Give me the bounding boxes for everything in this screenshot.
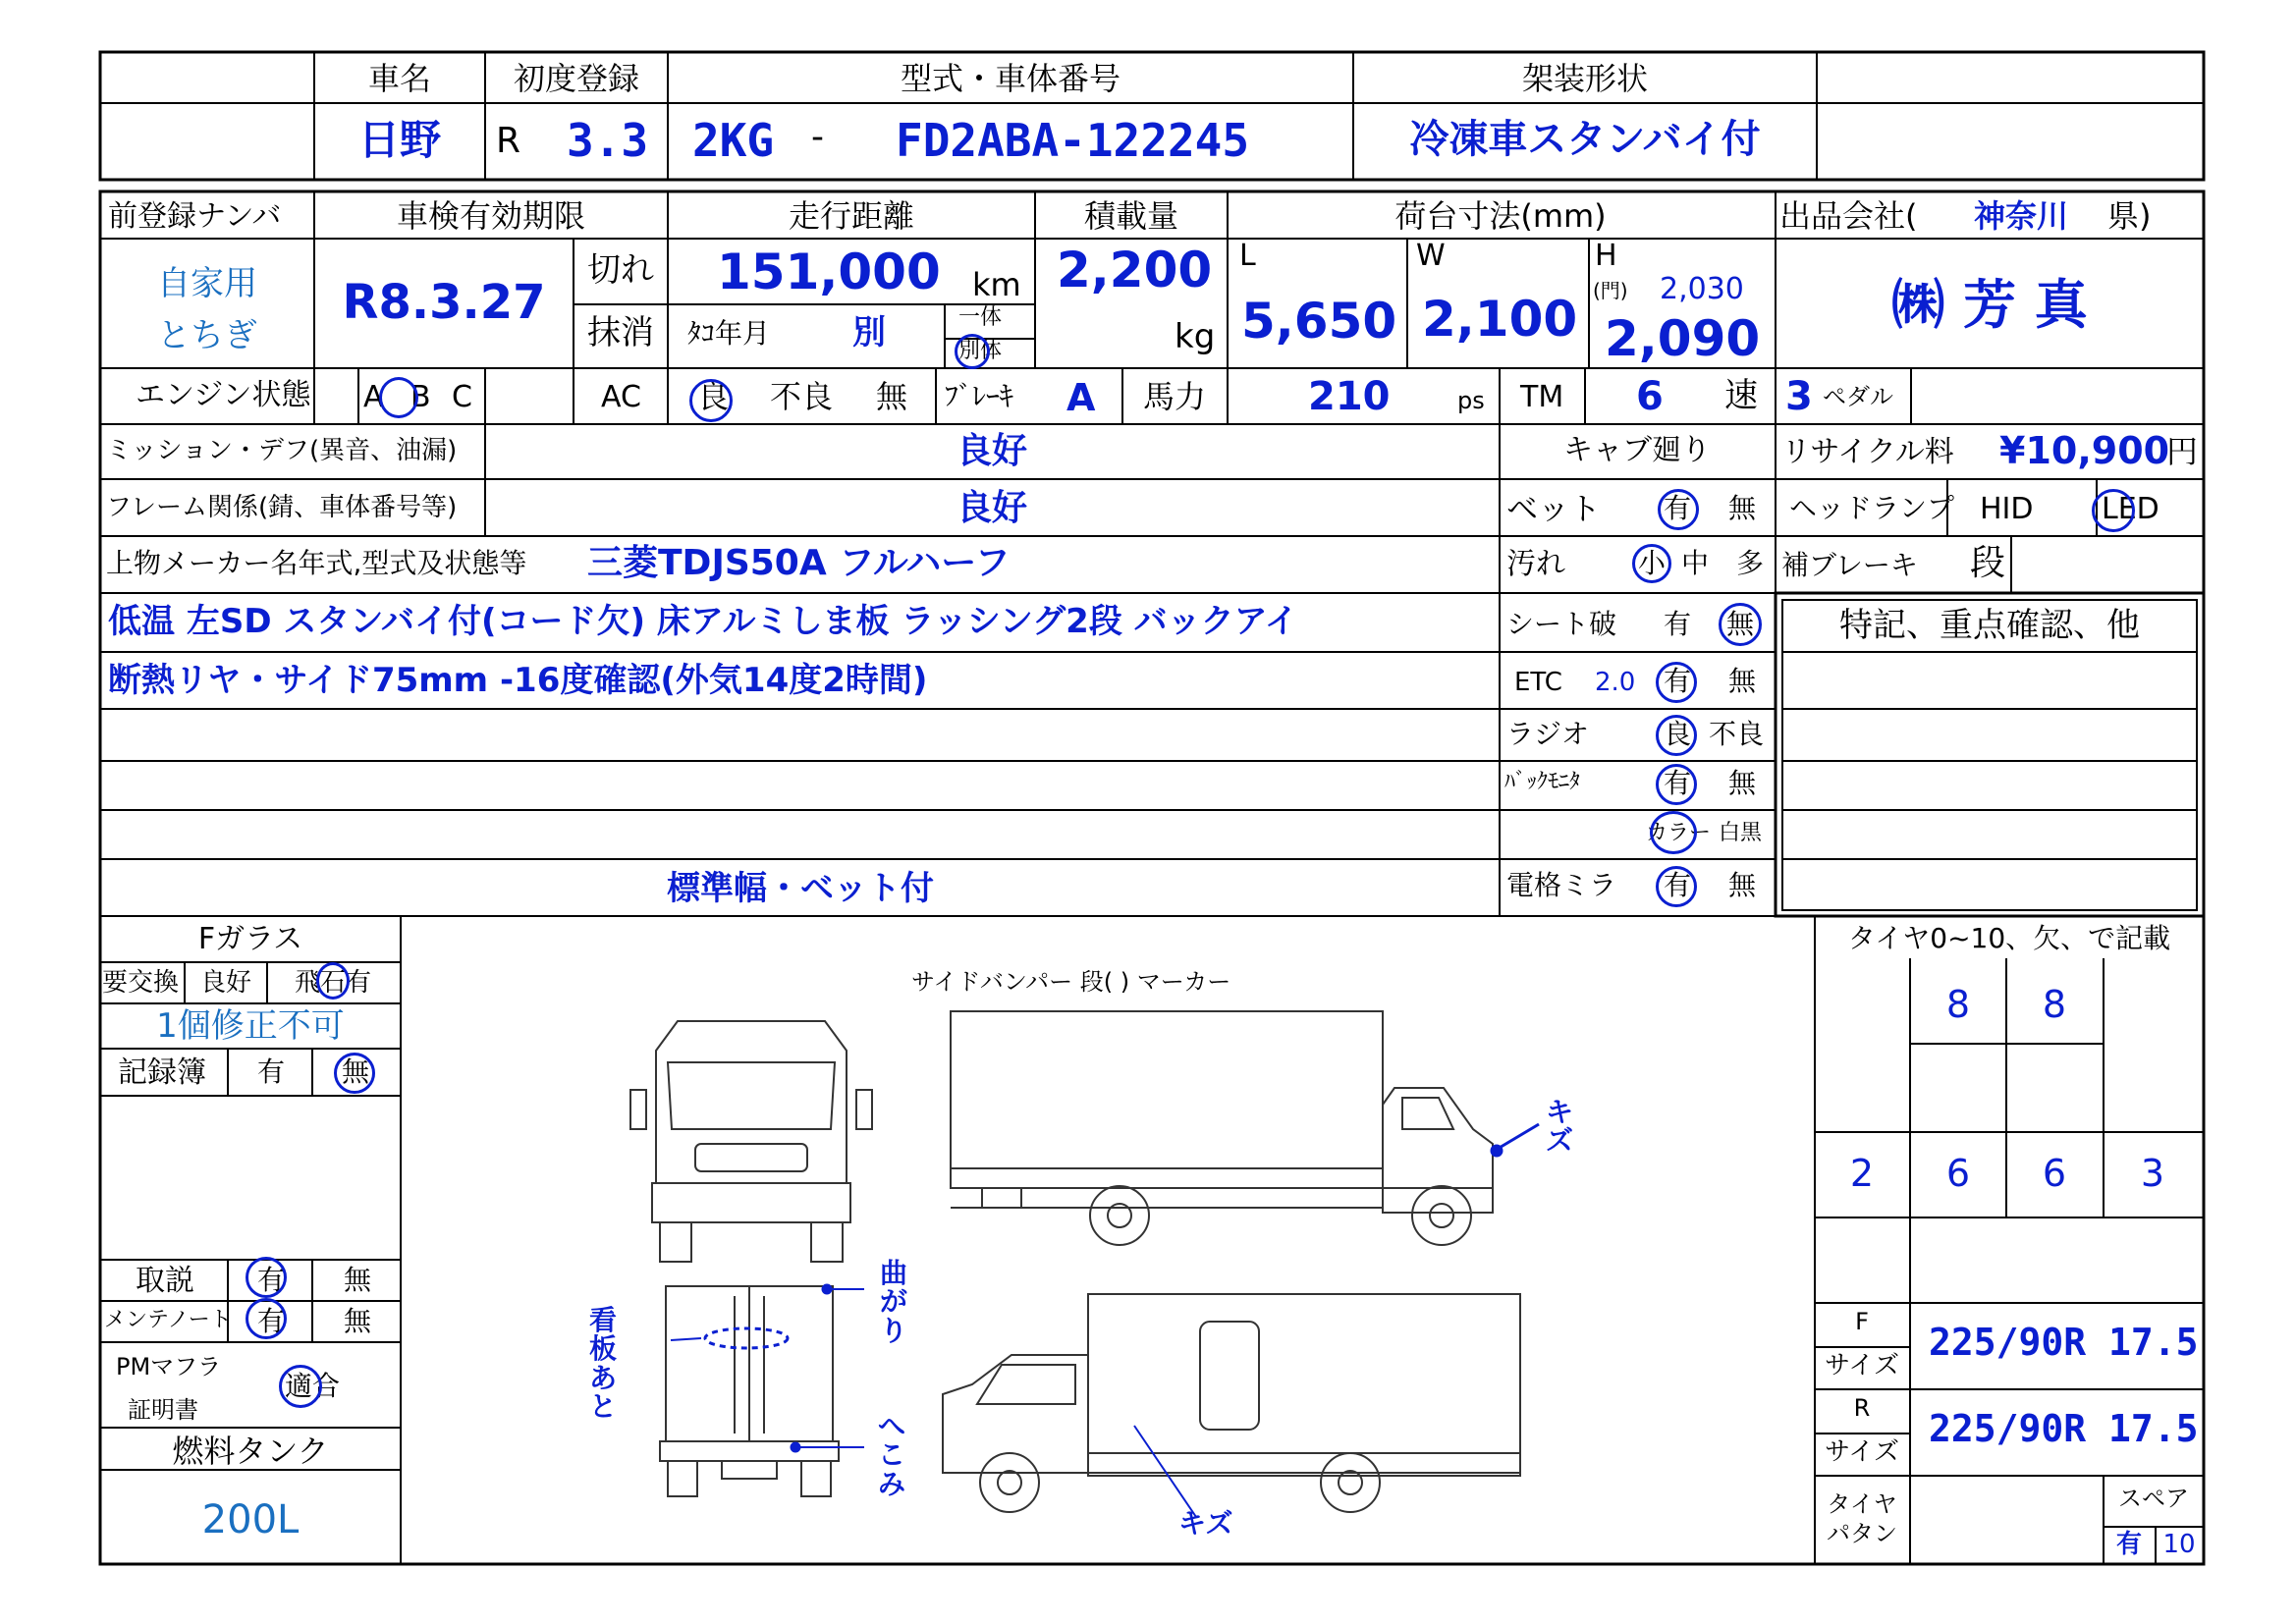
dirt-selection-circle [1632, 544, 1671, 583]
inspection-date: R8.3.27 [342, 275, 546, 330]
annotation-sign-mark: 看板あと [589, 1304, 618, 1424]
etc-option-yes: 有 [1664, 665, 1692, 697]
firstreg-era: R [496, 121, 521, 161]
mission-value: 良好 [956, 431, 1028, 471]
truck-side-drawing [951, 1011, 1493, 1245]
aux-brake-value: 段 [1970, 543, 2006, 583]
mileage-unit: km [972, 266, 1021, 303]
bed-option-no: 無 [1728, 492, 1757, 524]
fuel-value: 200L [201, 1497, 300, 1542]
label-body-type: 架装形状 [1521, 60, 1649, 97]
label-cab: キャブ廻り [1563, 433, 1711, 467]
maint-selection-circle [246, 1298, 287, 1339]
annotation-dent: へこみ [878, 1410, 906, 1500]
seat-option-no: 無 [1726, 608, 1755, 640]
label-radio: ラジオ [1506, 718, 1590, 750]
label-seller-post: 県) [2107, 197, 2152, 235]
dirt-option-many: 多 [1736, 547, 1765, 579]
etc-selection-circle [1656, 662, 1697, 703]
seller-prefecture: 神奈川 [1974, 197, 2069, 235]
radio-option-good: 良 [1664, 718, 1692, 750]
radio-selection-circle [1656, 715, 1697, 756]
annotation-bent: 曲がり [880, 1257, 908, 1347]
radio-option-bad: 不良 [1709, 718, 1765, 750]
label-record: 記録簿 [118, 1055, 206, 1090]
mirror-option-no: 無 [1728, 869, 1757, 901]
manual-option-yes: 有 [257, 1264, 286, 1296]
load-value: 2,200 [1057, 242, 1213, 298]
label-front-size-f: F [1855, 1308, 1869, 1335]
spare-value: 有 [2115, 1530, 2143, 1559]
seller-name: ㈱ 芳 真 [1891, 274, 2088, 336]
headlamp-option-led: LED [2102, 492, 2159, 526]
label-headlamp: ヘッドランプ [1789, 492, 1955, 524]
brake-value: A [1066, 376, 1096, 419]
ac-selection-circle [689, 379, 733, 422]
model-code: 2KG [692, 114, 775, 167]
maint-option-yes: 有 [257, 1305, 286, 1337]
label-back-monitor: ﾊﾞｯｸﾓﾆﾀ [1504, 770, 1581, 794]
label-fglass: Fガラス [197, 922, 303, 956]
recycle-value: ¥10,900 [1999, 429, 2170, 472]
label-mileage: 走行距離 [788, 197, 915, 235]
label-brake: ﾌﾞﾚｰｷ [945, 380, 1014, 412]
body-type-value: 冷凍車スタンバイ付 [1409, 117, 1761, 162]
tacho-value: 別 [852, 313, 886, 352]
label-height: H [1595, 239, 1617, 273]
backmon-selection-circle [1656, 764, 1697, 805]
label-etc: ETC [1514, 668, 1562, 697]
label-pattern-2: パタン [1827, 1520, 1897, 1547]
seat-selection-circle [1719, 603, 1762, 646]
frame-value: 良好 [956, 488, 1028, 528]
height-gate-value: 2,030 [1660, 272, 1744, 306]
label-aux-brake: 補ブレーキ [1781, 549, 1918, 581]
upper-body-value: 三菱TDJS50A フルハーフ [587, 543, 1011, 583]
truck-rear-drawing [660, 1286, 839, 1496]
seat-option-yes: 有 [1664, 608, 1692, 640]
tm-value: 6 [1636, 374, 1664, 419]
mileage-value: 151,000 [717, 243, 941, 300]
label-tm: TM [1520, 380, 1564, 414]
record-option-yes: 有 [257, 1055, 286, 1088]
label-rear-size: サイズ [1825, 1437, 1899, 1467]
label-rear-size-r: R [1853, 1394, 1871, 1422]
tire-rear-1: 2 [1849, 1152, 1875, 1195]
record-selection-circle [334, 1053, 375, 1094]
fglass-option-good: 良好 [200, 968, 252, 998]
fglass-option-chip: 飛石有 [295, 968, 372, 998]
backmon-color: カラー [1646, 821, 1712, 845]
backmon-color-circle [1650, 811, 1697, 854]
label-maintenance: メンテノート [104, 1308, 232, 1332]
tacho-separate-circle [955, 334, 990, 369]
label-expired: 切れ [587, 250, 654, 290]
power-unit: ps [1457, 387, 1485, 414]
label-first-registration: 初度登録 [513, 60, 640, 97]
engine-option-b: B [410, 380, 431, 414]
backmon-option-yes: 有 [1664, 767, 1692, 799]
label-recycle: リサイクル料 [1781, 435, 1954, 469]
label-fuel: 燃料タンク [172, 1433, 329, 1470]
tire-rear-2: 6 [1945, 1152, 1971, 1195]
label-width: W [1416, 239, 1446, 273]
label-pm1: PMマフラ [116, 1353, 222, 1380]
ac-option-bad: 不良 [770, 378, 834, 415]
bed-option-yes: 有 [1664, 492, 1692, 524]
rear-tire-size: 225/90R 17.5 [1929, 1407, 2199, 1450]
label-pm2: 証明書 [128, 1396, 198, 1424]
front-tire-size: 225/90R 17.5 [1929, 1321, 2199, 1364]
label-ac: AC [601, 380, 641, 414]
label-length: L [1239, 239, 1256, 273]
etc-version: 2.0 [1595, 668, 1636, 697]
label-dirt: 汚れ [1506, 547, 1565, 581]
recycle-unit: 円 [2166, 433, 2199, 470]
label-cancelled: 抹消 [587, 313, 654, 352]
width-value: 2,100 [1422, 291, 1578, 348]
label-notes: 特記、重点確認、他 [1839, 606, 2140, 645]
note-line-2: 断熱リヤ・サイド75mm -16度確認(外気14度2時間) [108, 661, 928, 700]
spare-tread: 10 [2162, 1530, 2196, 1559]
label-integrated: 一体 [958, 305, 1003, 330]
label-tacho: ﾀｺ年月 [687, 317, 771, 350]
annotation-scratch-1: キズ [1546, 1096, 1574, 1158]
manual-option-no: 無 [344, 1264, 372, 1296]
dirt-option-small: 小 [1638, 547, 1667, 579]
headlamp-selection-circle [2092, 489, 2135, 532]
tm-unit: 速 [1724, 376, 1758, 415]
label-separate: 別体 [958, 339, 1003, 363]
headlamp-option-hid: HID [1980, 492, 2034, 526]
pm-value: 適合 [285, 1370, 341, 1402]
fglass-option-replace: 要交換 [102, 968, 180, 998]
label-mission: ミッション・デフ(異音、油漏) [106, 436, 458, 465]
label-tire-instructions: タイヤ0~10、欠、で記載 [1847, 922, 2171, 954]
annotation-scratch-2: キズ [1178, 1507, 1233, 1540]
engine-option-c: C [452, 380, 472, 414]
tire-rear-4: 3 [2140, 1152, 2165, 1195]
plate-area: とちぎ [157, 316, 257, 355]
label-dimensions: 荷台寸法(mm) [1394, 197, 1607, 235]
etc-option-no: 無 [1728, 665, 1757, 697]
pedal-value: 3 [1785, 374, 1813, 419]
mirror-selection-circle [1656, 866, 1697, 907]
plate-use: 自家用 [157, 264, 257, 303]
engine-selection-circle [379, 377, 418, 418]
firstreg-value: 3.3 [567, 114, 649, 167]
tire-front-right: 8 [2042, 983, 2067, 1026]
label-height-gate: (門) [1593, 279, 1628, 302]
fglass-selection-circle [316, 962, 350, 1000]
backmon-mono: 白黒 [1719, 821, 1763, 845]
label-inspection: 車検有効期限 [396, 197, 586, 235]
label-load: 積載量 [1083, 197, 1179, 235]
pm-selection-circle [279, 1365, 322, 1408]
record-option-no: 無 [342, 1055, 370, 1088]
label-seat: シート破 [1506, 608, 1617, 640]
manual-selection-circle [246, 1257, 287, 1298]
label-engine: エンジン状態 [136, 378, 311, 412]
label-model: 型式・車体番号 [900, 60, 1121, 97]
label-prev-plate: 前登録ナンバ [108, 199, 282, 234]
label-pedal: ペダル [1823, 383, 1893, 410]
backmon-option-no: 無 [1728, 767, 1757, 799]
label-upper-body: 上物メーカー名年式,型式及状態等 [106, 547, 527, 579]
maint-option-no: 無 [344, 1305, 372, 1337]
carname-value: 日野 [357, 116, 442, 164]
note-line-1: 低温 左SD スタンバイ付(コード欠) 床アルミしま板 ラッシング2段 バックアイ [108, 602, 1298, 641]
truck-left-drawing [943, 1294, 1520, 1512]
length-value: 5,650 [1241, 293, 1397, 350]
dirt-option-mid: 中 [1681, 547, 1710, 579]
label-front-size: サイズ [1825, 1351, 1899, 1380]
label-manual: 取説 [136, 1264, 194, 1298]
label-pattern-1: タイヤ [1827, 1490, 1897, 1518]
label-frame: フレーム関係(錆、車体番号等) [106, 493, 458, 522]
fglass-note: 1個修正不可 [156, 1006, 345, 1046]
side-bumper-label: サイドバンパー 段( ) マーカー [911, 968, 1231, 996]
height-value: 2,090 [1605, 310, 1761, 367]
power-value: 210 [1308, 374, 1391, 419]
engine-option-a: A [363, 380, 384, 414]
label-mirror: 電格ミラ [1506, 869, 1617, 901]
tire-front-left: 8 [1945, 983, 1971, 1026]
label-bed: ベット [1506, 490, 1602, 527]
model-dash: - [811, 117, 824, 157]
load-unit: kg [1175, 317, 1216, 356]
label-power: 馬力 [1143, 378, 1207, 415]
ac-option-none: 無 [876, 378, 908, 415]
note-line-3: 標準幅・ベット付 [667, 869, 934, 908]
truck-front-drawing [630, 1021, 872, 1262]
tire-rear-3: 6 [2042, 1152, 2067, 1195]
bed-selection-circle [1658, 489, 1699, 530]
mirror-option-yes: 有 [1664, 869, 1692, 901]
label-carname: 車名 [367, 60, 432, 97]
label-seller-pre: 出品会社( [1779, 197, 1918, 235]
ac-option-good: 良 [697, 378, 730, 415]
chassis-number: FD2ABA-122245 [896, 114, 1250, 167]
label-spare: スペア [2118, 1485, 2189, 1512]
